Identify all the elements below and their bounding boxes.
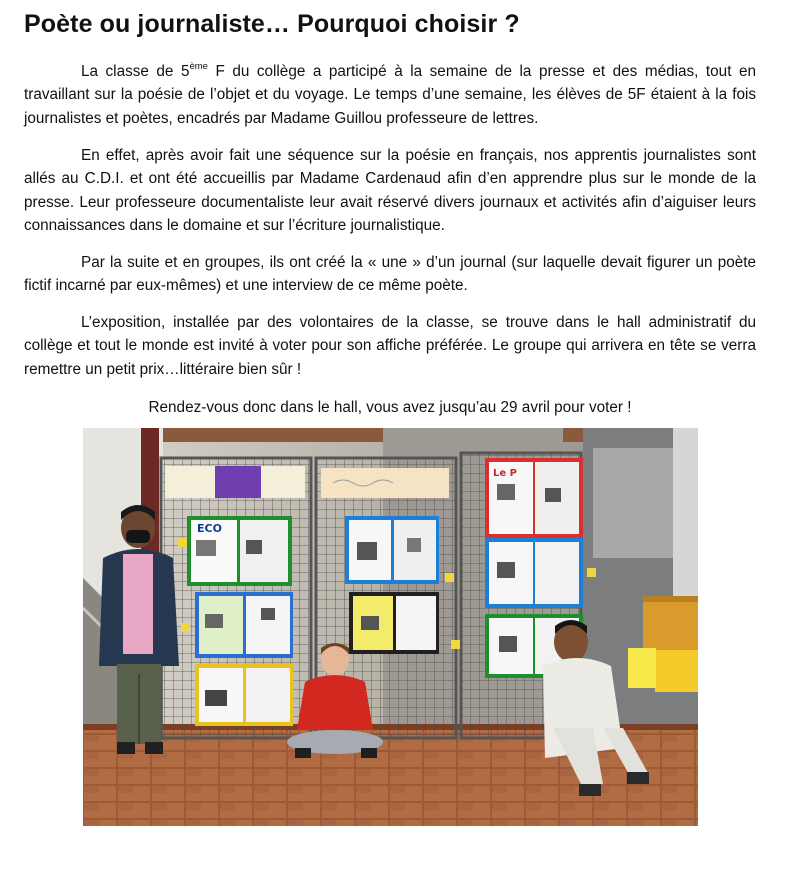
paragraph-cdi-visit: En effet, après avoir fait une séquence sur la poésie en français, nos apprentis journalistes sont allés au C.D.I. et ont été accueillis par Madame Cardenaud afin d’en apprendre plus sur le monde de la presse. Leur professeure documentaliste leur avait réservé divers journaux et activités afin d’aiguiser leurs connaissances dans le domaine et sur l’écriture journalistique. [24,147,756,234]
paragraph-intro [24,60,756,130]
ordinal-superscript: ème [189,61,208,72]
closing-invitation: Rendez-vous donc dans le hall, vous avez jusqu’au 29 avril pour voter ! [148,399,632,416]
paragraph-intro-start: La classe de 5 [81,63,190,80]
exhibition-photo [83,428,698,826]
article-title: Poète ou journaliste… Pourquoi choisir ? [24,10,520,38]
paragraph-exhibition: L’exposition, installée par des volontaires de la classe, se trouve dans le hall administratif du collège et tout le monde est invité à voter pour son affiche préférée. Le groupe qui arrivera en tête se verra remettre un petit prix…littéraire bien sûr ! [24,314,756,378]
poster-eco-text: ECO [197,522,222,535]
paragraph-group-work: Par la suite et en groupes, ils ont créé la « une » d’un journal (sur laquelle devait figurer un poète fictif incarné par eux-mêmes) et une interview de ce même poète. [24,254,756,295]
poster-lep-text: Le P [493,468,517,479]
paragraph-intro-rest: F du collège a participé à la semaine de la presse et des médias, tout en travaillant sur la poésie de l’objet et du voyage. Le temps d’une semaine, les élèves de 5F étaient à la fois journalistes et poètes, encadrés par Madame Guillou professeure de lettres. [24,63,756,127]
